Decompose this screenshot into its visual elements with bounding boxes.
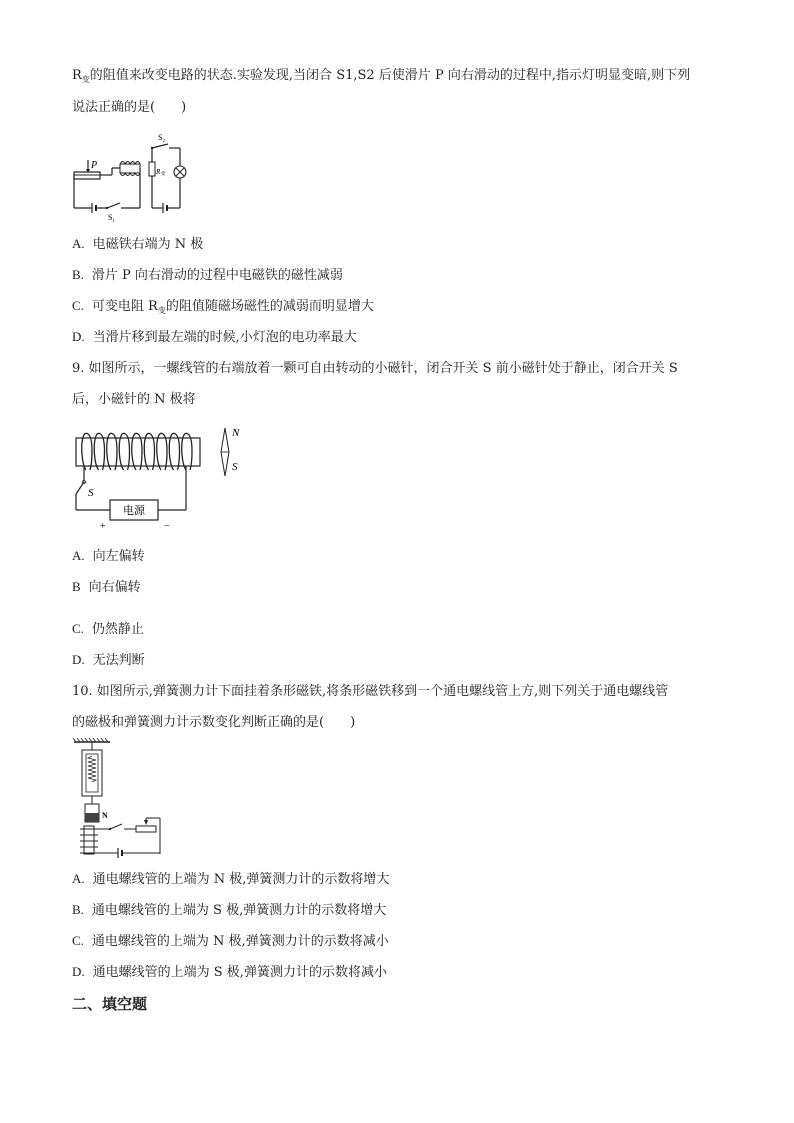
option-letter: C. [72, 621, 84, 636]
option-text: 仍然静止 [91, 622, 144, 637]
option-letter: A. [72, 548, 85, 563]
q9-coil-loop [169, 433, 179, 470]
option-letter: D. [72, 964, 85, 979]
q8-label-s1-sub: 1 [112, 219, 115, 224]
q10-rheostat [136, 826, 156, 832]
option-text: 通电螺线管的上端为 S 极,弹簧测力计的示数将减小 [92, 965, 387, 980]
option-text: 通电螺线管的上端为 N 极,弹簧测力计的示数将增大 [92, 872, 390, 887]
q8-switch-s1 [107, 203, 120, 208]
q10-option-d[interactable] [72, 964, 387, 981]
q9-label-plus: + [100, 521, 106, 532]
q9-coil-loop [82, 433, 92, 470]
q8-option-b[interactable] [72, 267, 343, 284]
q8-variable-resistor [149, 162, 155, 176]
option-text: 通电螺线管的上端为 S 极,弹簧测力计的示数将增大 [91, 903, 387, 918]
q9-coil-loop [94, 433, 104, 470]
q9-circuit-figure [70, 424, 250, 534]
q8-circuit-figure [70, 128, 190, 224]
option-text: 的阻值随磁场磁性的减弱而明显增大 [165, 299, 374, 314]
q9-label-switch: S [88, 487, 94, 499]
option-text: 无法判断 [92, 653, 145, 668]
q9-stem-line1: 9. 如图所示，一螺线管的右端放着一颗可自由转动的小磁针，闭合开关 S 前小磁针处于静止，闭合开关 S [72, 361, 678, 376]
option-text: 向左偏转 [92, 549, 145, 564]
q9-label-n: N [232, 427, 240, 439]
q8-electromagnet-core [120, 164, 140, 173]
q10-solenoid-core [84, 826, 94, 854]
option-text: 电磁铁右端为 N 极 [92, 237, 204, 252]
q8-label-s1-main: S [108, 213, 113, 222]
q8-label-r-main: R [156, 168, 161, 176]
q8-label-s2-main: S [158, 133, 163, 142]
q10-switch [110, 824, 122, 829]
q9-option-d[interactable] [72, 652, 145, 669]
q8-stem-text: 的阻值来改变电路的状态.实验发现,当闭合 S1,S2 后使滑片 P 向右滑动的过程中,指示灯明显变暗,则下列 [89, 68, 691, 83]
q9-solenoid-coils [82, 433, 192, 470]
section-title: 二、填空题 [72, 995, 148, 1013]
option-text: 当滑片移到最左端的时候,小灯泡的电功率最大 [92, 330, 357, 345]
q9-label-minus: − [164, 521, 170, 532]
q9-coil-loop [157, 433, 167, 470]
q9-option-a[interactable] [72, 548, 145, 565]
q9-option-c[interactable] [72, 621, 144, 638]
q8-option-d[interactable] [72, 329, 357, 346]
q9-stem-line2: 后，小磁针的 N 极将 [72, 392, 196, 407]
q8-stem-line2: 说法正确的是( ) [72, 100, 187, 115]
q10-option-b[interactable] [72, 902, 386, 919]
option-letter: C. [72, 933, 84, 948]
option-letter: A. [72, 236, 85, 251]
q10-option-c[interactable] [72, 933, 389, 950]
q8-r-subscript: 变 [81, 75, 90, 84]
option-letter: B [72, 579, 81, 594]
q9-coil-loop [132, 433, 142, 470]
q10-stem-line2: 的磁极和弹簧测力计示数变化判断正确的是( ) [72, 715, 356, 730]
q9-switch-blade [76, 482, 84, 494]
q9-coil-loop [182, 433, 192, 470]
q9-option-b[interactable] [72, 579, 141, 596]
q8-label-s2 [158, 133, 165, 144]
q8-option-c[interactable] [72, 298, 374, 319]
q8-label-s2-sub: 2 [162, 139, 165, 144]
q8-label-s1 [108, 213, 115, 224]
q8-label-p: P [91, 160, 98, 171]
q9-coil-loop [144, 433, 154, 470]
q8-stem-line1 [72, 68, 690, 88]
option-subscript: 变 [157, 306, 166, 315]
q8-label-r [155, 168, 166, 177]
q8-label-r-sub: 变 [160, 172, 166, 177]
q10-magnet-lower-half [85, 813, 99, 822]
q9-label-power: 电源 [123, 505, 145, 517]
q10-option-a[interactable] [72, 871, 389, 888]
q10-stem-line1: 10. 如图所示,弹簧测力计下面挂着条形磁铁,将条形磁铁移到一个通电螺线管上方,则下列关于通电螺线管 [72, 684, 669, 699]
q9-coil-loop [119, 433, 129, 470]
option-letter: A. [72, 871, 85, 886]
option-text: 通电螺线管的上端为 N 极,弹簧测力计的示数将减小 [91, 934, 389, 949]
option-letter: B. [72, 267, 84, 282]
option-text: 可变电阻 R [91, 299, 158, 314]
q8-switch-s2 [152, 144, 168, 148]
option-text: 滑片 P 向右滑动的过程中电磁铁的磁性减弱 [91, 268, 343, 283]
option-text: 向右偏转 [88, 580, 141, 595]
q9-coil-loop [107, 433, 117, 470]
option-letter: C. [72, 298, 84, 313]
option-letter: B. [72, 902, 84, 917]
option-letter: D. [72, 652, 85, 667]
q8-option-a[interactable] [72, 236, 203, 253]
q10-figure [70, 740, 170, 860]
q8-r-symbol: R [72, 68, 82, 83]
q10-label-n: N [102, 811, 108, 820]
q9-label-s: S [232, 461, 238, 473]
option-letter: D. [72, 329, 85, 344]
